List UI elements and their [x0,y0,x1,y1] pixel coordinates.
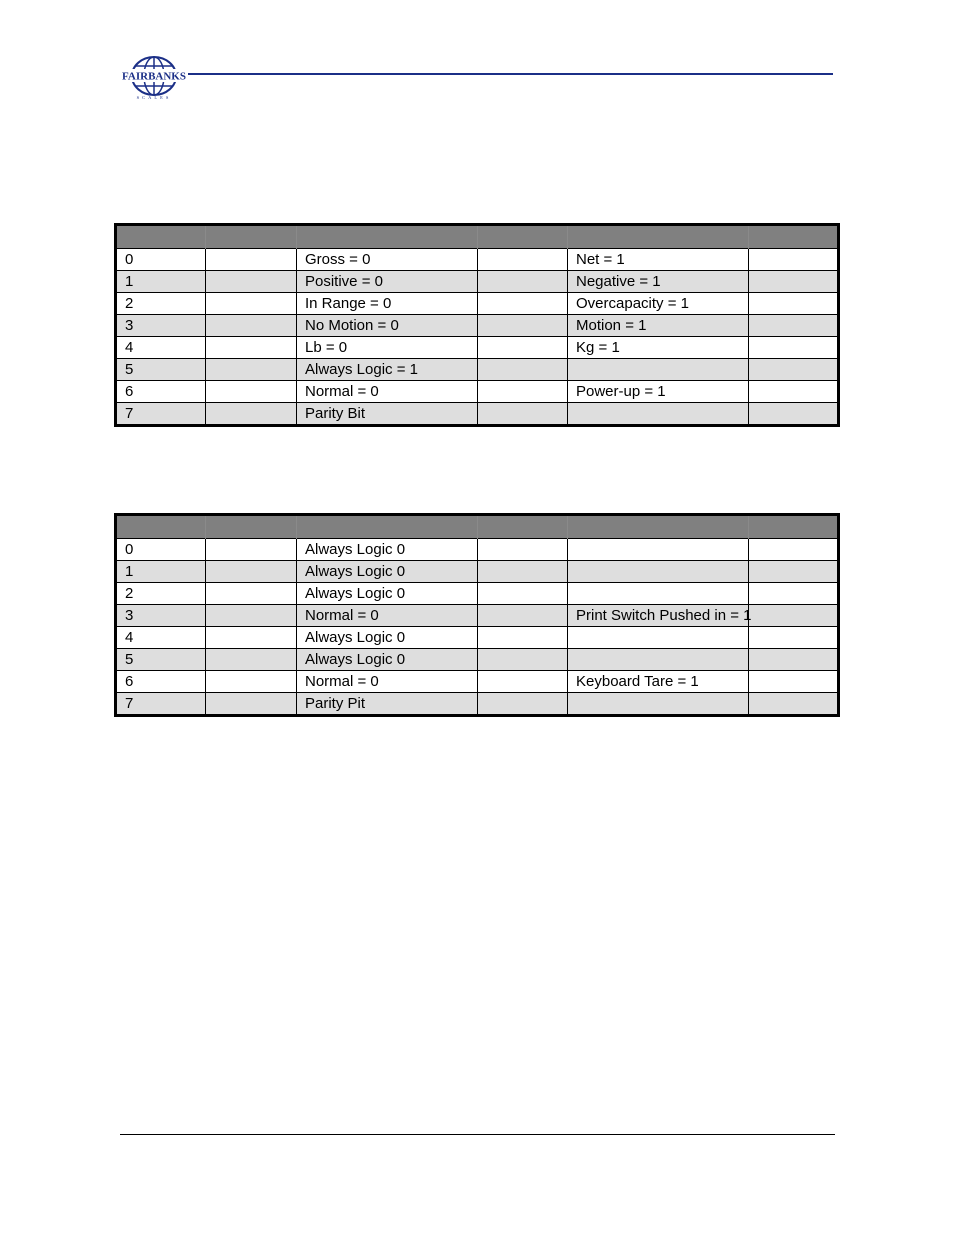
header-cell [297,515,478,539]
header-cell [568,515,749,539]
status-byte-table-1 [114,223,840,427]
table-cell: 2 [116,293,206,315]
table-row [116,359,839,381]
table-cell: Always Logic 0 [297,583,478,605]
table-cell [478,693,568,716]
header-cell [116,515,206,539]
table-cell [568,539,749,561]
table-cell [749,403,839,426]
table-cell: 0 [116,539,206,561]
header-cell [568,225,749,249]
header-cell [749,515,839,539]
table-cell [206,337,297,359]
table-row [116,627,839,649]
table-cell [206,271,297,293]
table-cell [478,381,568,403]
table-row [116,403,839,426]
table-cell [749,315,839,337]
table-cell [206,605,297,627]
table-cell: Overcapacity = 1 [568,293,749,315]
table-cell [568,583,749,605]
footer-rule [120,1134,835,1135]
table-row [116,693,839,716]
table-row [116,671,839,693]
table-cell [206,693,297,716]
table-cell: 1 [116,271,206,293]
table-header-row [116,515,839,539]
table-cell: 6 [116,381,206,403]
table-cell [478,249,568,271]
table-cell [478,583,568,605]
table-cell: 1 [116,561,206,583]
table-cell [749,583,839,605]
fairbanks-logo [122,54,186,100]
table-cell: 7 [116,693,206,716]
table-cell [206,381,297,403]
table-cell: Print Switch Pushed in = 1 [568,605,749,627]
table-cell [568,649,749,671]
header-rule [188,73,833,75]
table-cell [206,359,297,381]
table-row [116,293,839,315]
table-cell: In Range = 0 [297,293,478,315]
table-cell: Positive = 0 [297,271,478,293]
table-cell [749,627,839,649]
table-cell [568,627,749,649]
table-cell [749,337,839,359]
table-cell: Parity Bit [297,403,478,426]
table-cell: Motion = 1 [568,315,749,337]
table-cell [568,561,749,583]
table-row [116,649,839,671]
table-cell: No Motion = 0 [297,315,478,337]
table-cell [478,271,568,293]
table-row [116,271,839,293]
table-cell: Parity Pit [297,693,478,716]
table-cell: Normal = 0 [297,605,478,627]
table-cell [206,671,297,693]
table-cell [478,337,568,359]
table-row [116,249,839,271]
table-cell [568,359,749,381]
table-cell: Always Logic 0 [297,539,478,561]
table-row [116,337,839,359]
table-cell [206,315,297,337]
table-cell [206,403,297,426]
table-cell: Always Logic 0 [297,627,478,649]
table-row [116,561,839,583]
table-cell: Always Logic 0 [297,649,478,671]
table-cell [478,293,568,315]
table-cell [206,649,297,671]
table-cell [206,539,297,561]
table-cell [478,649,568,671]
table-cell [206,561,297,583]
table-cell [749,561,839,583]
table-cell: Normal = 0 [297,381,478,403]
table-cell [568,693,749,716]
table-cell: 6 [116,671,206,693]
table-row [116,583,839,605]
table-cell [749,381,839,403]
table-cell [478,605,568,627]
table-cell: 5 [116,359,206,381]
table-cell [206,249,297,271]
table-cell [206,627,297,649]
table-cell: 4 [116,627,206,649]
table-cell: 3 [116,315,206,337]
table-cell [478,539,568,561]
table-cell: 7 [116,403,206,426]
table-cell [206,583,297,605]
table-cell [478,315,568,337]
table-cell: Normal = 0 [297,671,478,693]
table-cell [749,249,839,271]
table-cell: Kg = 1 [568,337,749,359]
header-cell [478,515,568,539]
table-cell [749,359,839,381]
table-header-row [116,225,839,249]
table-cell: Always Logic 0 [297,561,478,583]
table-cell [749,271,839,293]
header-cell [206,225,297,249]
table-cell: 5 [116,649,206,671]
table-cell [749,539,839,561]
table-row [116,381,839,403]
table-cell: Power-up = 1 [568,381,749,403]
table-cell [478,359,568,381]
status-byte-table-2 [114,513,840,717]
svg-text:SCALES: SCALES [136,95,172,100]
table-row [116,539,839,561]
table-cell [478,403,568,426]
table-cell [568,403,749,426]
table-row [116,315,839,337]
table-cell: Always Logic = 1 [297,359,478,381]
table-cell [478,671,568,693]
table-cell: 2 [116,583,206,605]
table-cell [206,293,297,315]
table-cell: Lb = 0 [297,337,478,359]
header-cell [297,225,478,249]
header-cell [478,225,568,249]
table-cell: Net = 1 [568,249,749,271]
table-row [116,605,839,627]
table-cell [478,561,568,583]
table-cell: 3 [116,605,206,627]
svg-text:FAIRBANKS: FAIRBANKS [122,70,186,83]
table-cell [749,671,839,693]
table-cell [749,649,839,671]
table-cell: 4 [116,337,206,359]
table-cell: Keyboard Tare = 1 [568,671,749,693]
header-cell [206,515,297,539]
header-cell [749,225,839,249]
table-cell: 0 [116,249,206,271]
table-cell [749,605,839,627]
header-cell [116,225,206,249]
table-cell: Negative = 1 [568,271,749,293]
table-cell [749,293,839,315]
table-cell [749,693,839,716]
table-cell [478,627,568,649]
table-cell: Gross = 0 [297,249,478,271]
